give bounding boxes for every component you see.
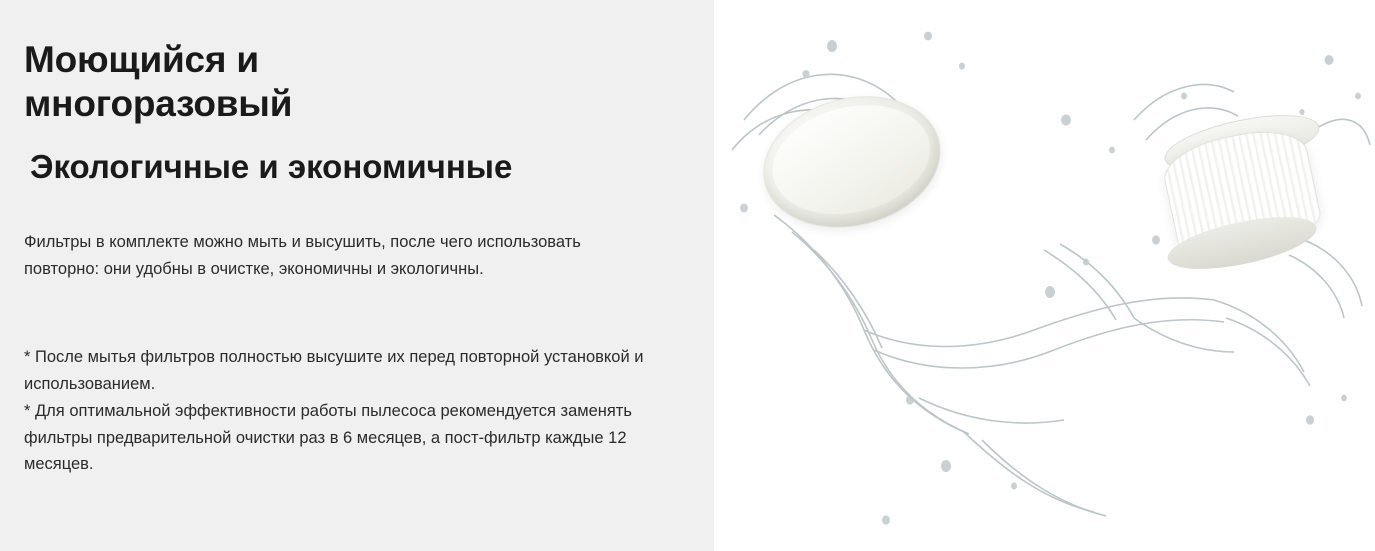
water-splash-icon: [714, 0, 1375, 551]
headline-line-2: многоразовый: [24, 82, 293, 124]
footnote-1: * После мытья фильтров полностью высушите их перед повторной установкой и использованием.: [24, 348, 644, 394]
headline-line-1: Моющийся и: [24, 39, 259, 80]
product-image-panel: [714, 0, 1375, 551]
subheadline: Экологичные и экономичные: [30, 148, 513, 186]
page-title: [24, 38, 664, 125]
body-paragraph: Фильтры в комплекте можно мыть и высушить, после чего использовать повторно: они удобны в очистке, экономичны и экологичны.: [24, 232, 581, 278]
footnote-2: * Для оптимальной эффективности работы пылесоса рекомендуется заменять фильтры предварительной очистки раз в 6 месяцев, а пост-фильтр каждые 12 месяцев.: [24, 401, 632, 474]
product-artwork: [714, 0, 1375, 551]
footnotes: [24, 344, 672, 478]
